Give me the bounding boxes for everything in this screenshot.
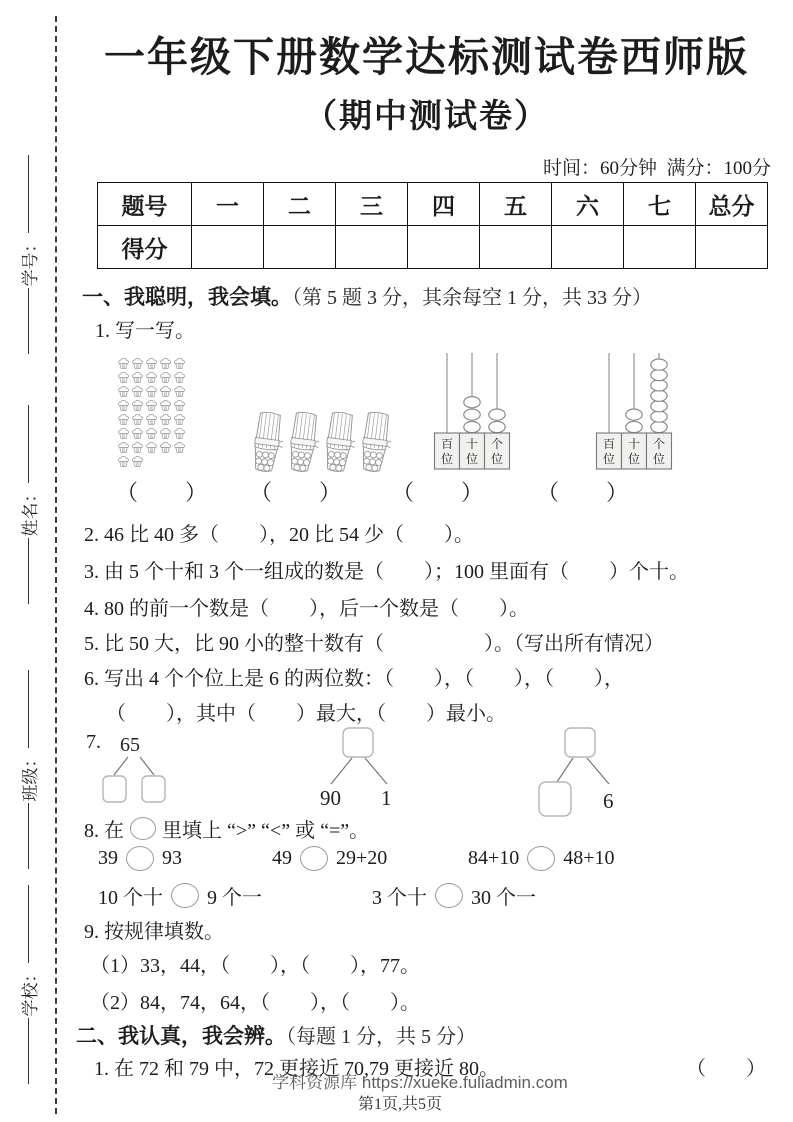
svg-text:十: 十 xyxy=(627,437,641,451)
score-table xyxy=(97,182,768,269)
q1-answer-blank: （ ） xyxy=(392,480,485,505)
empty-score-cell xyxy=(408,226,480,269)
cupcake-icon xyxy=(117,357,130,370)
bond3-left-box xyxy=(539,782,571,816)
bond2-right-value: 1 xyxy=(381,786,392,810)
bond-line xyxy=(557,758,573,782)
compare-right: 29+20 xyxy=(336,847,388,869)
section1-title: 一、我聪明，我会填。 xyxy=(82,286,292,309)
cupcake-row xyxy=(117,399,186,412)
svg-text:百: 百 xyxy=(602,437,616,451)
compare-left: 84+10 xyxy=(468,847,520,869)
compare-right: 30 个一 xyxy=(471,887,536,909)
cupcake-icon xyxy=(145,399,158,412)
cupcake-icon xyxy=(173,357,186,370)
stick-bundle-icon xyxy=(358,410,392,474)
score-table-cell: 三 xyxy=(336,183,408,226)
section2-heading xyxy=(76,1020,476,1050)
cupcake-icon xyxy=(131,371,144,384)
q1-answer-blank: （ ） xyxy=(116,480,209,505)
empty-score-cell xyxy=(624,226,696,269)
cupcake-icon xyxy=(159,427,172,440)
stick-bundle-icon xyxy=(322,410,356,474)
bond3-top-box xyxy=(565,728,595,757)
score-table-cell: 六 xyxy=(552,183,624,226)
cupcake-row xyxy=(117,413,186,426)
compare-circle-icon xyxy=(126,846,154,871)
cupcake-icon xyxy=(131,357,144,370)
compare-right: 93 xyxy=(162,847,182,869)
svg-text:位: 位 xyxy=(627,452,641,466)
section2-question-1: 1. 在 72 和 79 中，72 更接近 70,79 更接近 80。 xyxy=(94,1058,499,1080)
cupcake-icon xyxy=(173,371,186,384)
compare-left: 49 xyxy=(272,847,292,869)
compare-left: 10 个十 xyxy=(98,887,163,909)
binding-dashed-line xyxy=(55,16,57,1114)
score-table-cell: 总分 xyxy=(696,183,768,226)
cupcake-row xyxy=(117,441,186,454)
question-2: 2. 46 比 40 多（ ），20 比 54 少（ ）。 xyxy=(84,524,474,546)
bond2-left-value: 90 xyxy=(320,786,341,810)
section1-note: （第 5 题 3 分，其余每空 1 分，共 33 分） xyxy=(292,287,652,309)
q8-lead-pre: 8. 在 xyxy=(84,820,124,842)
cupcake-icon xyxy=(173,399,186,412)
question-7-number: 7. xyxy=(86,731,101,753)
score-table-cell: 题号 xyxy=(98,183,192,226)
write-line xyxy=(28,1019,29,1085)
cupcake-icon xyxy=(117,441,130,454)
question-4: 4. 80 的前一个数是（ ），后一个数是（ ）。 xyxy=(84,598,529,620)
cupcake-icon xyxy=(173,413,186,426)
question-9-item1: （1）33，44，（ ），（ ），77。 xyxy=(90,955,420,977)
score-table-cell: 二 xyxy=(264,183,336,226)
abacus-picture-1 xyxy=(432,351,512,476)
cupcake-icon xyxy=(117,427,130,440)
bond-line xyxy=(140,757,154,775)
empty-score-cell xyxy=(696,226,768,269)
section2-note: （每题 1 分，共 5 分） xyxy=(286,1026,476,1048)
q8-compare-item xyxy=(272,846,387,871)
score-table-cell: 一 xyxy=(192,183,264,226)
school-field xyxy=(16,855,40,1115)
cupcake-icon xyxy=(173,427,186,440)
q8-lead-post: 里填上 “>” “<” 或 “=”。 xyxy=(162,820,370,842)
cupcake-row xyxy=(117,371,186,384)
page-number: 第1页,共5页 xyxy=(357,1096,442,1113)
compare-right: 48+10 xyxy=(563,847,615,869)
cupcake-icon xyxy=(131,399,144,412)
cupcake-icon xyxy=(145,413,158,426)
question-9-item2: （2）84，74，64，（ ），（ ）。 xyxy=(90,992,420,1014)
compare-right: 9 个一 xyxy=(207,887,262,909)
q1-label: 1. 写一写。 xyxy=(95,320,195,342)
question-9-label: 9. 按规律填数。 xyxy=(84,921,224,943)
score-table-cell: 四 xyxy=(408,183,480,226)
bond3-right-value: 6 xyxy=(603,789,614,813)
abacus-picture-2 xyxy=(594,351,674,476)
page-subtitle: （期中测试卷） xyxy=(304,99,549,135)
write-line xyxy=(28,671,29,749)
bond1-left-box xyxy=(103,776,126,802)
section2-title: 二、我认真，我会辨。 xyxy=(76,1025,286,1048)
cupcake-icon xyxy=(117,413,130,426)
cupcake-icon xyxy=(117,455,130,468)
number-bond-1 xyxy=(98,729,188,805)
question-8-lead xyxy=(84,814,369,843)
cupcake-icon xyxy=(131,385,144,398)
abacus-icon xyxy=(432,351,512,471)
q8-compare-item xyxy=(372,881,536,910)
cupcake-icon xyxy=(159,441,172,454)
score-table-cell: 七 xyxy=(624,183,696,226)
cupcake-icon xyxy=(145,371,158,384)
score-table-cell: 五 xyxy=(480,183,552,226)
number-bond-3 xyxy=(533,726,633,824)
svg-text:个: 个 xyxy=(490,437,504,451)
q1-answer-blank: （ ） xyxy=(250,480,343,505)
empty-score-cell xyxy=(480,226,552,269)
compare-circle-icon xyxy=(527,846,555,871)
bond-line xyxy=(114,757,128,775)
cupcake-row xyxy=(117,455,186,468)
cupcake-icon xyxy=(117,385,130,398)
cupcake-icon xyxy=(145,357,158,370)
cupcake-icon xyxy=(145,441,158,454)
question-6-line1: 6. 写出 4 个个位上是 6 的两位数：（ ），（ ），（ ）， xyxy=(84,668,624,690)
cupcake-icon xyxy=(117,399,130,412)
cupcake-icon xyxy=(159,357,172,370)
svg-text:位: 位 xyxy=(490,452,504,466)
write-line xyxy=(28,289,29,355)
cupcake-icon xyxy=(131,427,144,440)
bond-line xyxy=(365,758,387,784)
bond-line xyxy=(331,758,352,784)
cupcake-icon xyxy=(145,427,158,440)
write-line xyxy=(28,539,29,605)
bond1-top-value: 65 xyxy=(120,734,140,756)
score-table-header-row xyxy=(98,183,768,226)
question-3: 3. 由 5 个十和 3 个一组成的数是（ ）；100 里面有（ ）个十。 xyxy=(84,561,689,583)
empty-score-cell xyxy=(336,226,408,269)
question-5: 5. 比 50 大，比 90 小的整十数有（ ）。（写出所有情况） xyxy=(84,633,664,655)
svg-text:位: 位 xyxy=(465,452,479,466)
student-id-label: 学号： xyxy=(20,235,40,287)
cupcake-row xyxy=(117,427,186,440)
abacus-icon xyxy=(594,351,674,471)
q8-compare-item xyxy=(98,846,182,871)
write-line xyxy=(28,886,29,964)
compare-left: 3 个十 xyxy=(372,887,427,909)
time-score-info: 时间：60分钟 满分：100分 xyxy=(542,158,771,179)
stick-bundle-icon xyxy=(286,410,320,474)
school-label: 学校： xyxy=(20,965,40,1017)
class-label: 班级： xyxy=(20,750,40,802)
cupcake-row xyxy=(117,385,186,398)
cupcake-icon xyxy=(145,385,158,398)
student-name-field xyxy=(16,375,40,635)
watermark-text: 学科资源库 https://xueke.fuliadmin.com xyxy=(272,1073,568,1092)
score-label-cell: 得分 xyxy=(98,226,192,269)
cupcake-icon xyxy=(159,385,172,398)
compare-left: 39 xyxy=(98,847,118,869)
cupcake-row xyxy=(117,357,186,370)
cupcake-icon xyxy=(117,371,130,384)
q1-answer-blank: （ ） xyxy=(537,480,630,505)
empty-score-cell xyxy=(552,226,624,269)
number-bond-2 xyxy=(315,726,410,818)
stick-bundles-picture xyxy=(250,410,392,474)
q8-compare-item xyxy=(468,846,615,871)
cupcake-icon xyxy=(173,385,186,398)
compare-circle-icon xyxy=(300,846,328,871)
empty-score-cell xyxy=(264,226,336,269)
cupcake-icon xyxy=(131,413,144,426)
question-6-line2: （ ），其中（ ）最大，（ ）最小。 xyxy=(106,703,506,725)
cupcake-icon xyxy=(159,371,172,384)
page-title: 一年级下册数学达标测试卷西师版 xyxy=(104,34,749,80)
compare-circle-icon xyxy=(435,883,463,908)
student-name-label: 姓名： xyxy=(20,485,40,537)
section2-q1-answer-blank: （ ） xyxy=(686,1058,766,1080)
svg-text:个: 个 xyxy=(652,437,666,451)
bond2-top-box xyxy=(343,728,373,757)
score-table-score-row xyxy=(98,226,768,269)
cupcake-icon xyxy=(131,441,144,454)
compare-circle-icon xyxy=(130,817,156,840)
student-id-field xyxy=(16,125,40,385)
svg-text:位: 位 xyxy=(602,452,616,466)
write-line xyxy=(28,156,29,234)
cupcake-icon xyxy=(159,413,172,426)
svg-text:十: 十 xyxy=(465,437,479,451)
cupcake-icon xyxy=(159,399,172,412)
bond-line xyxy=(587,758,609,784)
section1-heading xyxy=(82,281,652,311)
svg-text:位: 位 xyxy=(440,452,454,466)
cupcake-group-picture xyxy=(117,357,186,468)
write-line xyxy=(28,406,29,484)
svg-text:位: 位 xyxy=(652,452,666,466)
bond1-right-box xyxy=(142,776,165,802)
compare-circle-icon xyxy=(171,883,199,908)
cupcake-icon xyxy=(173,441,186,454)
empty-score-cell xyxy=(192,226,264,269)
svg-text:百: 百 xyxy=(440,437,454,451)
stick-bundle-icon xyxy=(250,410,284,474)
q8-compare-item xyxy=(98,881,262,910)
cupcake-icon xyxy=(131,455,144,468)
